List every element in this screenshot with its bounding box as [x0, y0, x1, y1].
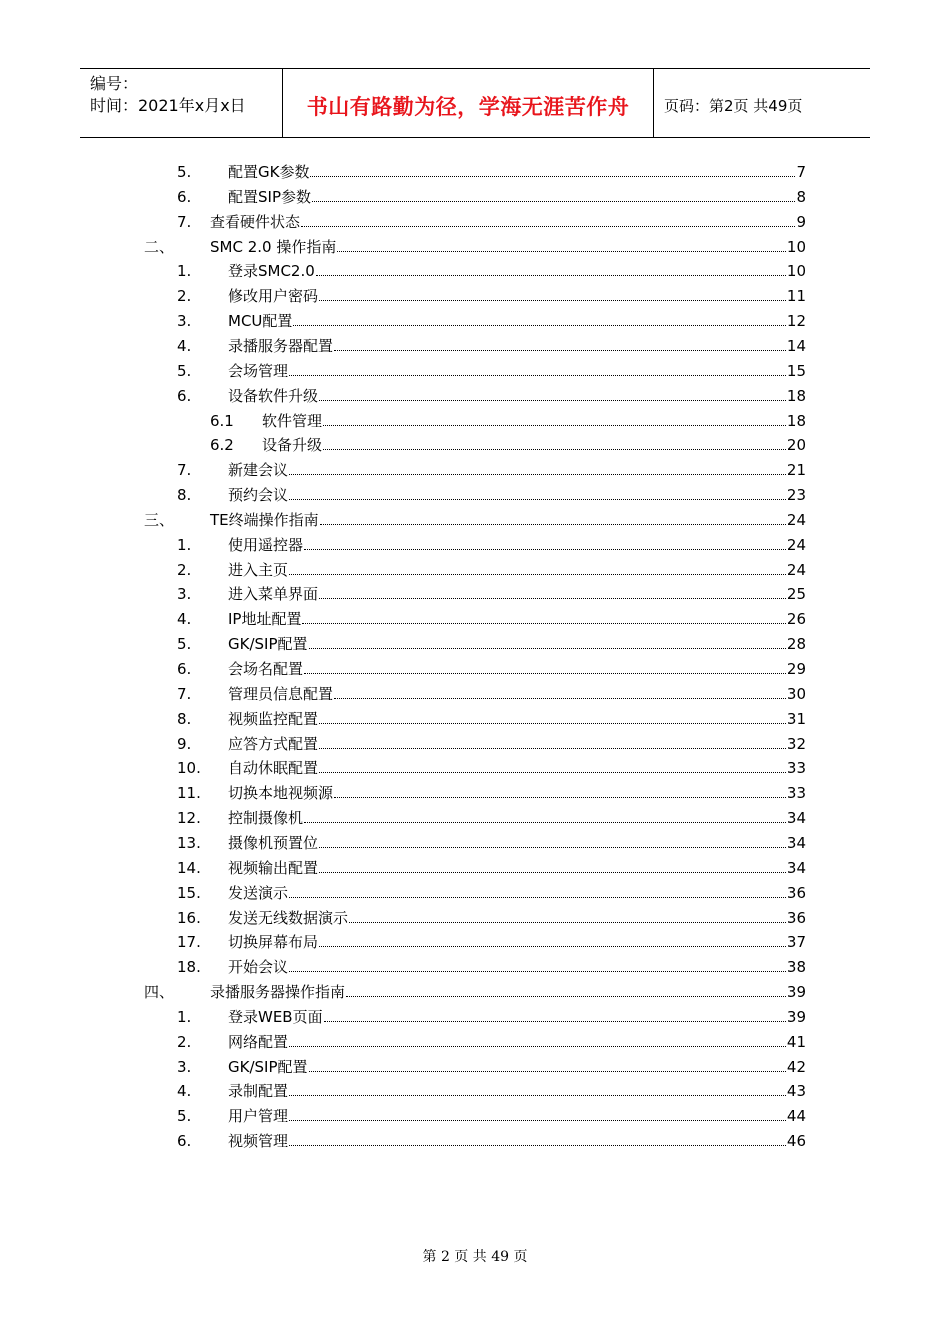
toc-leader-dots [349, 922, 786, 923]
toc-entry-page: 44 [786, 1107, 806, 1126]
toc-entry-page: 20 [786, 436, 806, 455]
toc-entry-title: 录播服务器操作指南 [210, 983, 346, 1002]
toc-leader-dots [289, 1145, 786, 1146]
toc-entry[interactable] [177, 904, 806, 928]
toc-entry-number: 6. [177, 386, 192, 405]
toc-entry-title: SMC 2.0 操作指南 [210, 237, 337, 256]
toc-entry[interactable] [177, 531, 806, 555]
toc-entry-page: 43 [786, 1082, 806, 1101]
toc-entry-page: 38 [786, 958, 806, 977]
toc-leader-dots [334, 698, 786, 699]
toc-entry-title: 切换屏幕布局 [228, 933, 319, 952]
toc-entry-page: 14 [786, 336, 806, 355]
toc-entry[interactable] [177, 481, 806, 505]
toc-leader-dots [304, 549, 786, 550]
toc-entry-title: 查看硬件状态 [210, 212, 301, 231]
toc-entry-number: 2. [177, 560, 192, 579]
toc-leader-dots [319, 872, 786, 873]
toc-entry-number: 4. [177, 610, 192, 629]
toc-leader-dots [302, 623, 785, 624]
toc-entry-title: 管理员信息配置 [228, 684, 334, 703]
toc-entry-title: TE终端操作指南 [210, 510, 319, 529]
toc-entry-page: 15 [786, 361, 806, 380]
toc-entry-number: 2. [177, 287, 192, 306]
toc-entry-number: 7. [177, 212, 192, 231]
toc-entry-number: 8. [177, 709, 192, 728]
toc-entry[interactable] [177, 1028, 806, 1052]
toc-entry[interactable] [177, 456, 806, 480]
toc-leader-dots [289, 474, 786, 475]
toc-entry-number: 8. [177, 486, 192, 505]
toc-leader-dots [323, 449, 786, 450]
toc-entry[interactable] [177, 183, 806, 207]
toc-entry-page: 36 [786, 908, 806, 927]
toc-entry[interactable] [177, 282, 806, 306]
toc-entry-page: 18 [786, 386, 806, 405]
time-label: 时间：2021年x月x日 [90, 96, 246, 115]
toc-entry-number: 6. [177, 1132, 192, 1151]
toc-entry-title: 开始会议 [228, 958, 289, 977]
toc-entry[interactable] [177, 307, 806, 331]
code-label: 编号： [90, 74, 139, 93]
toc-entry-number: 12. [177, 809, 201, 828]
toc-entry-title: 摄像机预置位 [228, 833, 319, 852]
toc-entry-page: 8 [796, 187, 806, 206]
toc-entry-title: 会场管理 [228, 361, 289, 380]
toc-entry[interactable] [177, 779, 806, 803]
toc-entry-title: 使用遥控器 [228, 535, 304, 554]
toc-entry-title: 设备升级 [262, 436, 323, 455]
toc-leader-dots [310, 176, 795, 177]
toc-entry-title: 控制摄像机 [228, 809, 304, 828]
toc-entry-page: 21 [786, 461, 806, 480]
toc-leader-dots [319, 400, 786, 401]
toc-entry-page: 11 [786, 287, 806, 306]
toc-leader-dots [319, 598, 786, 599]
toc-entry[interactable] [177, 1053, 806, 1077]
toc-leader-dots [289, 897, 786, 898]
toc-leader-dots [337, 251, 786, 252]
toc-entry-number: 二、 [144, 237, 175, 256]
toc-leader-dots [293, 325, 786, 326]
toc-entry-page: 39 [786, 983, 806, 1002]
toc-entry-page: 24 [786, 560, 806, 579]
toc-entry[interactable] [177, 332, 806, 356]
toc-entry-number: 6. [177, 660, 192, 678]
toc-entry[interactable] [177, 804, 806, 828]
toc-entry[interactable] [177, 1003, 806, 1027]
toc-entry-page: 12 [786, 312, 806, 331]
header-motto: 书山有路勤为径，学海无涯苦作舟 [282, 69, 654, 137]
toc-leader-dots [334, 350, 786, 351]
toc-entry-number: 7. [177, 684, 192, 703]
toc-entry-page: 31 [786, 709, 806, 728]
toc-leader-dots [312, 201, 795, 202]
toc-entry[interactable] [177, 854, 806, 878]
toc-entry-title: 视频输出配置 [228, 858, 319, 877]
toc-entry-number: 3. [177, 1057, 192, 1076]
toc-entry[interactable] [177, 829, 806, 853]
toc-entry-title: IP地址配置 [228, 610, 302, 629]
header-page-info: 页码：第2页 共49页 [664, 96, 803, 115]
toc-entry-page: 29 [786, 660, 806, 678]
toc-entry-title: GK/SIP配置 [228, 635, 308, 654]
toc-entry-page: 42 [786, 1057, 806, 1076]
toc-entry[interactable] [177, 1102, 806, 1126]
toc-entry-page: 36 [786, 883, 806, 902]
toc-entry-page: 34 [786, 858, 806, 877]
toc-entry[interactable] [177, 1077, 806, 1101]
toc-entry-page: 9 [796, 212, 806, 231]
toc-entry-title: 进入菜单界面 [228, 585, 319, 604]
toc-entry-page: 33 [786, 784, 806, 803]
toc-entry-title: 进入主页 [228, 560, 289, 579]
toc-entry-page: 32 [786, 734, 806, 753]
toc-entry-number: 三、 [144, 510, 175, 529]
toc-entry-page: 30 [786, 684, 806, 703]
toc-entry-number: 5. [177, 635, 192, 654]
toc-entry-title: 录播服务器配置 [228, 336, 334, 355]
toc-entry-title: 网络配置 [228, 1032, 289, 1051]
toc-entry-number: 5. [177, 163, 192, 181]
toc-entry-number: 4. [177, 1082, 192, 1101]
toc-entry[interactable] [177, 680, 806, 704]
toc-entry-title: 登录SMC2.0 [228, 262, 315, 281]
toc-entry-title: GK/SIP配置 [228, 1057, 308, 1076]
toc-entry-page: 34 [786, 833, 806, 852]
toc-entry-title: 视频管理 [228, 1132, 289, 1151]
toc-entry-title: 会场名配置 [228, 660, 304, 678]
toc-leader-dots [319, 772, 786, 773]
toc-entry[interactable] [177, 158, 806, 182]
toc-entry[interactable] [144, 233, 806, 257]
toc-entry-page: 33 [786, 759, 806, 778]
toc-entry-title: 应答方式配置 [228, 734, 319, 753]
toc-leader-dots [309, 1071, 786, 1072]
toc-entry[interactable] [177, 655, 806, 679]
toc-entry-page: 18 [786, 411, 806, 430]
toc-leader-dots [323, 425, 786, 426]
toc-entry-number: 17. [177, 933, 201, 952]
toc-entry-number: 13. [177, 833, 201, 852]
toc-leader-dots [320, 524, 786, 525]
toc-leader-dots [324, 1021, 786, 1022]
toc-leader-dots [289, 375, 786, 376]
toc-leader-dots [319, 300, 786, 301]
toc-leader-dots [304, 822, 786, 823]
toc-entry-number: 15. [177, 883, 201, 902]
toc-entry-title: 设备软件升级 [228, 386, 319, 405]
toc-entry-page: 39 [786, 1007, 806, 1026]
toc-entry[interactable] [177, 1127, 806, 1151]
page-footer: 第 2 页 共 49 页 [422, 1249, 528, 1265]
toc-entry-title: 视频监控配置 [228, 709, 319, 728]
toc-entry-number: 3. [177, 312, 192, 331]
toc-entry-number: 7. [177, 461, 192, 480]
toc-entry-number: 4. [177, 336, 192, 355]
toc-leader-dots [319, 723, 786, 724]
toc-entry-page: 7 [796, 163, 806, 181]
toc-entry-title: 发送演示 [228, 883, 289, 902]
toc-entry[interactable] [177, 208, 806, 232]
toc-leader-dots [289, 1046, 786, 1047]
toc-entry-title: 软件管理 [262, 411, 323, 430]
toc-entry-page: 10 [786, 237, 806, 256]
toc-leader-dots [301, 226, 795, 227]
toc-leader-dots [289, 971, 786, 972]
toc-entry-title: 配置GK参数 [228, 163, 310, 181]
toc-leader-dots [319, 748, 786, 749]
toc-entry-page: 26 [786, 610, 806, 629]
toc-leader-dots [309, 648, 786, 649]
toc-entry[interactable] [177, 630, 806, 654]
toc-entry-title: 发送无线数据演示 [228, 908, 349, 927]
toc-leader-dots [289, 574, 786, 575]
toc-entry[interactable] [177, 605, 806, 629]
toc-entry[interactable] [144, 978, 806, 1002]
toc-leader-dots [316, 275, 786, 276]
toc-entry-page: 28 [786, 635, 806, 654]
toc-entry[interactable] [177, 928, 806, 952]
toc-entry-page: 34 [786, 809, 806, 828]
toc-entry-title: 用户管理 [228, 1107, 289, 1126]
toc-entry-number: 1. [177, 262, 192, 281]
toc-entry[interactable] [177, 953, 806, 977]
toc-leader-dots [289, 1095, 786, 1096]
toc-entry-number: 6.2 [210, 436, 234, 455]
toc-entry[interactable] [177, 382, 806, 406]
toc-entry[interactable] [177, 257, 806, 281]
toc-entry-page: 25 [786, 585, 806, 604]
toc-entry[interactable] [177, 556, 806, 580]
toc-entry-number: 10. [177, 759, 201, 778]
toc-entry[interactable] [210, 407, 806, 431]
toc-entry-number: 14. [177, 858, 201, 877]
toc-entry[interactable] [177, 705, 806, 729]
toc-entry-page: 46 [786, 1132, 806, 1151]
toc-entry-title: 录制配置 [228, 1082, 289, 1101]
toc-entry-title: 自动休眠配置 [228, 759, 319, 778]
toc-leader-dots [346, 996, 786, 997]
toc-leader-dots [304, 673, 786, 674]
toc-entry-number: 6.1 [210, 411, 234, 430]
toc-entry-page: 10 [786, 262, 806, 281]
toc-entry-number: 11. [177, 784, 201, 803]
toc-entry-number: 四、 [144, 983, 175, 1002]
toc-entry[interactable] [177, 580, 806, 604]
toc-entry-title: 预约会议 [228, 486, 289, 505]
toc-entry-page: 23 [786, 486, 806, 505]
toc-entry-number: 5. [177, 361, 192, 380]
toc-entry-number: 3. [177, 585, 192, 604]
toc-entry-page: 37 [786, 933, 806, 952]
toc-leader-dots [334, 797, 786, 798]
toc-entry-title: 新建会议 [228, 461, 289, 480]
toc-entry-title: 配置SIP参数 [228, 187, 311, 206]
toc-entry-title: MCU配置 [228, 312, 293, 331]
toc-leader-dots [289, 499, 786, 500]
toc-leader-dots [289, 1120, 786, 1121]
toc-entry-number: 16. [177, 908, 201, 927]
toc-entry[interactable] [177, 879, 806, 903]
toc-entry-number: 9. [177, 734, 192, 753]
toc-entry-title: 修改用户密码 [228, 287, 319, 306]
toc-entry-page: 41 [786, 1032, 806, 1051]
toc-entry-number: 2. [177, 1032, 192, 1051]
toc-leader-dots [319, 946, 786, 947]
toc-entry[interactable] [177, 357, 806, 381]
toc-entry-page: 24 [786, 510, 806, 529]
toc-entry-number: 6. [177, 187, 192, 206]
toc-entry-number: 1. [177, 1007, 192, 1026]
toc-entry[interactable] [177, 754, 806, 778]
toc-entry-title: 登录WEB页面 [228, 1007, 323, 1026]
toc-entry-title: 切换本地视频源 [228, 784, 334, 803]
toc-leader-dots [319, 847, 786, 848]
toc-entry[interactable] [177, 730, 806, 754]
toc-entry[interactable] [210, 431, 806, 455]
toc-entry-number: 5. [177, 1107, 192, 1126]
toc-entry-number: 18. [177, 958, 201, 977]
toc-entry-page: 24 [786, 535, 806, 554]
toc-entry[interactable] [144, 506, 806, 530]
toc-entry-number: 1. [177, 535, 192, 554]
